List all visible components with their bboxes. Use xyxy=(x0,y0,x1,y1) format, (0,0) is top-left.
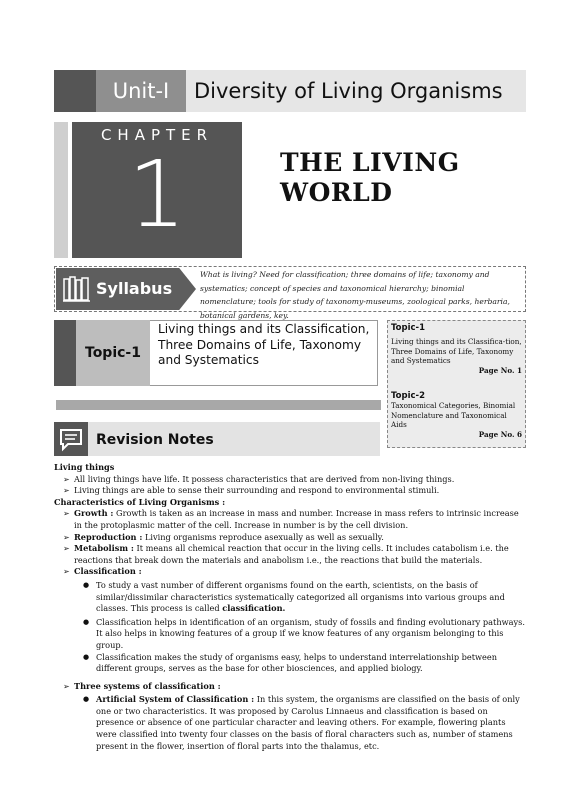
list-item-reproduction xyxy=(54,532,526,544)
chapter-accent xyxy=(54,122,68,258)
list-item-growth xyxy=(54,508,526,531)
unit-title: Diversity of Living Organisms xyxy=(194,79,503,103)
topic-list-text: Living things and its Classifica-tion, Three Domains of Life, Taxonomy and Systematics xyxy=(391,337,522,365)
revision-notes-icon-box xyxy=(54,422,88,456)
definition: Living organisms reproduce asexually as well as sexually. xyxy=(142,531,384,542)
topic-list-page: Page No. 1 xyxy=(478,365,522,375)
topic-list-heading: Topic-2 xyxy=(391,391,425,401)
books-icon xyxy=(62,274,92,304)
syllabus-label: Syllabus xyxy=(96,279,173,298)
revision-notes-title: Revision Notes xyxy=(96,432,214,448)
chapter-word: CHAPTER xyxy=(100,126,214,144)
list-item: ➢ Living things are able to sense their surrounding and respond to environmental stimuli. xyxy=(54,485,526,497)
revision-notes-body xyxy=(54,462,526,752)
definition: It means all chemical reaction that occur in the living cells. It includes catabolism i.e. the reactions that break down the materials and anabolism i.e., the reactions that build the materials. xyxy=(74,543,509,565)
term: Growth : xyxy=(74,508,114,519)
unit-label: Unit-I xyxy=(96,70,186,112)
bullet-text: To study a vast number of different organisms found on the earth, scientists, on the basis of similar/dissimilar characteristics systematically categorized all organisms into various groups and classes. This process is called xyxy=(96,579,505,614)
term: Metabolism : xyxy=(74,543,134,554)
list-item-metabolism xyxy=(54,543,526,566)
notes-icon xyxy=(54,422,88,456)
chapter-title-line2: WORLD xyxy=(280,178,393,207)
list-item-three-systems: ➢ Three systems of classification : xyxy=(54,681,526,693)
list-item-classification: ➢ Classification : xyxy=(54,566,526,578)
topic-list-page: Page No. 6 xyxy=(478,429,522,439)
list-item: ➢ All living things have life. It possess characteristics that are derived from non-living things. xyxy=(54,474,526,486)
chapter-title xyxy=(280,148,480,208)
heading-living-things: Living things xyxy=(54,462,115,472)
topic-label: Topic-1 xyxy=(85,345,141,361)
bullet-item: ● Classification makes the study of organisms easy, helps to understand interrelationship between different groups, serves as the base for other biosciences, and applied biology. xyxy=(54,652,526,675)
unit-header-accent xyxy=(54,70,96,112)
bullet-item xyxy=(54,694,526,752)
topic-list-text: Taxonomical Categories, Binomial Nomenclature and Taxonomical Aids xyxy=(391,401,516,429)
topic-accent xyxy=(54,320,76,386)
topic-list-item xyxy=(391,391,522,439)
topic-list-item xyxy=(391,323,522,375)
term: classification. xyxy=(222,603,286,614)
bullet-item: ● Classification helps in identification of an organism, study of fossils and finding evolutionary pathways. xyxy=(54,617,526,629)
definition: In this system, the organisms are classified on the basis of only one or two characteristics. It was proposed by Carolus Linnaeus and classification is based on presence or absence of one particular character and leaving others. For example, flowering plants were classified into twenty four classes on the basis of floral characters such as, number of stamens present in the flower, insertion of floral parts into the thalamus, etc. xyxy=(96,694,520,751)
bullet-item xyxy=(54,580,526,615)
chapter-title-line1: THE LIVING xyxy=(280,148,460,177)
term: Artificial System of Classification : xyxy=(96,694,255,705)
section-divider xyxy=(56,400,381,410)
chapter-number: 1 xyxy=(127,141,187,248)
definition: Growth is taken as an increase in mass and number. Increase in mass refers to intrinsic increase in the protoplasmic matter of the cell. Increase in number is by the cell division. xyxy=(74,508,519,530)
syllabus-text: What is living? Need for classification; three domains of life; taxonomy and systematics; concept of species and taxonomical hierarchy; binomial nomenclature; tools for study of taxonomy-museums, zoological parks, herbaria, botanical gardens, key. xyxy=(200,270,510,320)
term: Reproduction : xyxy=(74,531,143,542)
topic-title: Living things and its Classification, Three Domains of Life, Taxonomy and Systematics xyxy=(158,322,370,367)
topic-list-heading: Topic-1 xyxy=(391,323,425,333)
bullet-continuation: It also helps in knowing features of a group if we know features of any organism belonging to this group. xyxy=(96,628,504,650)
heading-characteristics: Characteristics of Living Organisms : xyxy=(54,496,226,507)
